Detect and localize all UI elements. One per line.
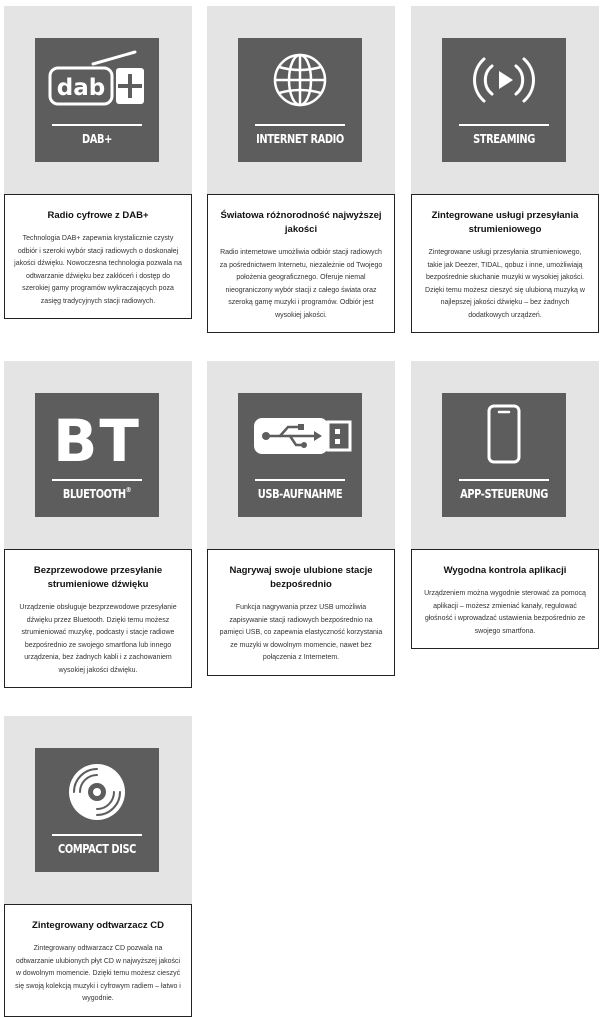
feature-icon-box	[35, 748, 159, 872]
usb-stick-icon	[238, 393, 362, 477]
feature-title: Zintegrowane usługi przesyłania strumieniowego	[431, 210, 579, 235]
feature-tile	[4, 716, 192, 904]
feature-description	[411, 549, 599, 649]
feature-icon-box	[442, 38, 566, 162]
icon-divider	[255, 479, 345, 481]
feature-tile	[207, 6, 395, 194]
icon-divider	[459, 479, 549, 481]
feature-icon-box	[238, 393, 362, 517]
feature-title: Zintegrowany odtwarzacz CD	[32, 920, 164, 931]
icon-label: BLUETOOTH®	[62, 486, 132, 501]
feature-title: Bezprzewodowe przesyłanie strumieniowe dźwięku	[33, 565, 163, 590]
feature-description	[411, 194, 599, 333]
feature-icon-box	[442, 393, 566, 517]
feature-body: Zintegrowane usługi przesyłania strumieniowego, takie jak Deezer, TIDAL, qobuz i inne, umożliwiają bezpośrednie słuchanie muzyki w wysokiej jakości. Dzięki temu możesz cieszyć się ulubioną muzyką w najlepszej jakości dźwięku – bez żadnych dodatkowych urządzeń.	[425, 249, 585, 319]
globe-icon	[238, 38, 362, 122]
icon-divider	[255, 124, 345, 126]
feature-body: Urządzeniem można wygodnie sterować za pomocą aplikacji – możesz zmieniać kanały, regulować głośność i wprowadzać ustawienia bezpośrednio ze swojego smartfona.	[424, 590, 586, 635]
bluetooth-bt-icon	[35, 393, 159, 477]
feature-title: Nagrywaj swoje ulubione stacje bezpośrednio	[229, 565, 373, 590]
feature-description	[4, 194, 192, 319]
dab-plus-icon	[35, 38, 159, 122]
icon-label: INTERNET RADIO	[256, 132, 344, 146]
streaming-play-icon	[442, 38, 566, 122]
feature-body: Zintegrowany odtwarzacz CD pozwala na odtwarzanie ulubionych płyt CD w najwyższej jakości w dowolnym momencie. Dzięki temu możesz cieszyć się swoją kolekcją muzyki i cyfrowym radiem – łatwo i wygodnie.	[15, 945, 181, 1002]
icon-divider	[52, 124, 142, 126]
feature-title: Radio cyfrowe z DAB+	[47, 210, 149, 221]
icon-divider	[459, 124, 549, 126]
feature-tile	[4, 361, 192, 549]
feature-icon-box	[35, 393, 159, 517]
svg-text:dab: dab	[56, 75, 106, 101]
icon-divider	[52, 479, 142, 481]
svg-text:BT: BT	[53, 407, 141, 475]
feature-body: Urządzenie obsługuje bezprzewodowe przesyłanie dźwięku przez Bluetooth. Dzięki temu możesz strumieniować muzykę, podcasty i stacje radiowe bezpośrednio ze swojego smartfona lub innego urządzenia, bez żadnych kabli i z zachowaniem wysokiej jakości dźwięku.	[19, 604, 177, 674]
icon-label: APP-STEUERUNG	[460, 487, 548, 501]
feature-icon-box	[35, 38, 159, 162]
feature-tile	[411, 6, 599, 194]
feature-body: Funkcja nagrywania przez USB umożliwia zapisywanie stacji radiowych bezpośrednio na pamięci USB, co zapewnia elastyczność korzystania ze muzyki w dowolnym momencie, nawet bez połączenia z Internetem.	[219, 604, 383, 661]
feature-title: Światowa różnorodność najwyższej jakości	[220, 210, 382, 235]
feature-tile	[4, 6, 192, 194]
icon-divider	[52, 834, 142, 836]
feature-tile	[411, 361, 599, 549]
feature-description	[207, 549, 395, 676]
icon-label: USB-AUFNAHME	[257, 487, 343, 501]
feature-description	[4, 549, 192, 688]
feature-body: Radio internetowe umożliwia odbiór stacji radiowych za pośrednictwem Internetu, niezależnie od Twojego położenia geograficznego. Oferuje niemal nieograniczony wybór stacji z całego świata oraz szeroką gamę muzyki i programów. Odbiór jest wysokiej jakości.	[219, 249, 383, 319]
icon-label: STREAMING	[473, 132, 535, 146]
feature-icon-box	[238, 38, 362, 162]
feature-description	[207, 194, 395, 333]
compact-disc-icon	[35, 748, 159, 832]
smartphone-icon	[442, 393, 566, 477]
feature-description	[4, 904, 192, 1017]
icon-label: DAB+	[82, 132, 112, 146]
feature-tile	[207, 361, 395, 549]
icon-label: COMPACT DISC	[58, 842, 136, 856]
feature-title: Wygodna kontrola aplikacji	[443, 565, 567, 576]
feature-body: Technologia DAB+ zapewnia krystalicznie czysty odbiór i szeroki wybór stacji radiowych o doskonałej jakości dźwięku. Nowoczesna technologia pozwala na odtwarzanie dźwięku bez zakłóceń i dostęp do szerokiej gamy programów wykraczających poza zasięg tradycyjnych stacji radiowych.	[14, 235, 182, 305]
